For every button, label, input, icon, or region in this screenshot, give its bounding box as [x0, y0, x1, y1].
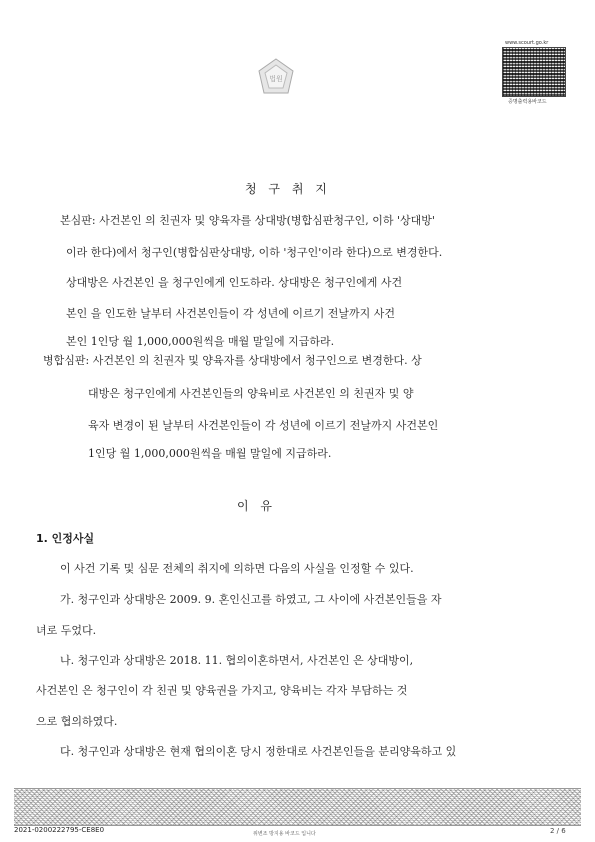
anti-forgery-barcode — [14, 788, 581, 826]
section-heading: 1. 인정사실 — [36, 532, 95, 545]
claim-line: 대방은 청구인에게 사건본인들의 양육비로 사건본인 의 친권자 및 양 — [88, 387, 414, 400]
reason-title: 이 유 — [237, 499, 276, 513]
claim-title: 청 구 취 지 — [245, 182, 331, 196]
qr-code-icon — [502, 47, 566, 97]
reason-line: 가. 청구인과 상대방은 2009. 9. 혼인신고를 하였고, 그 사이에 사건본인들을 자 — [60, 593, 442, 606]
claim-line: 본인 을 인도한 날부터 사건본인들이 각 성년에 이르기 전날까지 사건 — [66, 307, 395, 320]
reason-line: 으로 협의하였다. — [36, 715, 118, 728]
barcode-note: 위변조 방지용 바코드 입니다 — [253, 831, 316, 837]
claim-line: 상대방은 사건본인 을 청구인에게 인도하라. 상대방은 청구인에게 사건 — [66, 276, 403, 289]
reason-line: 녀로 두었다. — [36, 624, 97, 637]
reason-line: 이 사건 기록 및 심문 전체의 취지에 의하면 다음의 사실을 인정할 수 있다. — [60, 562, 414, 575]
claim-line: 본인 1인당 월 1,000,000원씩을 매월 말일에 지급하라. — [66, 335, 335, 348]
svg-text:법원: 법원 — [269, 75, 283, 83]
qr-caption: 증명출력용바코드 — [508, 99, 547, 105]
court-seal-icon — [255, 57, 297, 99]
claim-line: 육자 변경이 된 날부터 사건본인들이 각 성년에 이르기 전날까지 사건본인 — [88, 419, 439, 432]
reason-line: 다. 청구인과 상대방은 현재 협의이혼 당시 정한대로 사건본인들을 분리양육하고 있 — [60, 745, 457, 758]
document-id: 2021-0200222795-CE8E0 — [14, 826, 105, 834]
page-number: 2 / 6 — [550, 827, 566, 835]
claim-line: 본심판: 사건본인 의 친권자 및 양육자를 상대방(병합심판청구인, 이하 '상대방' — [60, 214, 435, 227]
reason-line: 나. 청구인과 상대방은 2018. 11. 협의이혼하면서, 사건본인 은 상대방이, — [60, 654, 414, 667]
claim-line: 이라 한다)에서 청구인(병합심판상대방, 이하 '청구인'이라 한다)으로 변경한다. — [66, 246, 443, 259]
claim-line: 1인당 월 1,000,000원씩을 매월 말일에 지급하라. — [88, 447, 332, 460]
qr-url: www.scourt.go.kr — [505, 40, 549, 46]
reason-line: 사건본인 은 청구인이 각 친권 및 양육권을 가지고, 양육비는 각자 부담하는 것 — [36, 684, 408, 697]
claim-line: 병합심판: 사건본인 의 친권자 및 양육자를 상대방에서 청구인으로 변경한다. 상 — [43, 354, 422, 367]
